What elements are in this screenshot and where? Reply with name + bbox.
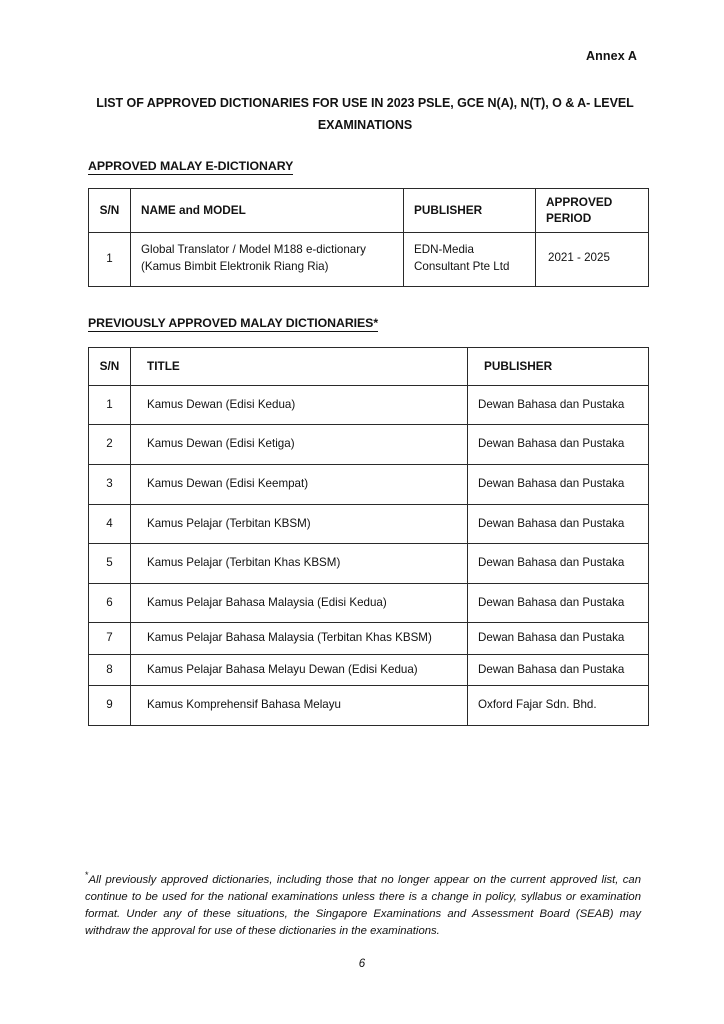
cell-title: [131, 425, 468, 465]
cell-title: [131, 686, 468, 726]
cell-publisher-value: Dewan Bahasa dan Pustaka: [478, 516, 625, 530]
cell-sn-value: 5: [106, 556, 113, 570]
cell-name-and-model-value: Global Translator / Model M188 e-dictionary (Kamus Bimbit Elektronik Riang Ria): [141, 243, 366, 274]
cell-sn-value: 2: [106, 437, 113, 451]
column-header-name-and-model-label: NAME and MODEL: [141, 203, 246, 218]
cell-sn: [89, 233, 131, 287]
footnote-text: All previously approved dictionaries, including those that no longer appear on the current approved list, can continue to be used for the national examinations unless there is a change in policy, syllabus or examination format. Under any of these situations, the Singapore Examinations and Assessment Board (SEAB) may withdraw the approval for use of these dictionaries in the examinations.: [85, 874, 641, 938]
table-row: [89, 465, 649, 505]
cell-sn: [89, 623, 131, 655]
cell-publisher: [468, 654, 649, 686]
cell-publisher-value: Dewan Bahasa dan Pustaka: [478, 397, 625, 411]
column-header-sn: [89, 189, 131, 233]
cell-title-value: Kamus Dewan (Edisi Ketiga): [147, 437, 295, 451]
column-header-approved-period-line-1: APPROVED: [546, 195, 613, 209]
cell-title: [131, 504, 468, 544]
annex-label: Annex A: [586, 49, 637, 63]
table-row: [89, 385, 649, 425]
section-heading-previously-approved-malay-dictionaries-text: PREVIOUSLY APPROVED MALAY DICTIONARIES*: [88, 316, 379, 330]
approved-e-dictionary-table: [88, 188, 649, 287]
footnote: [85, 872, 641, 941]
column-header-title-label: TITLE: [147, 359, 180, 373]
previously-approved-dictionaries-table: [88, 347, 649, 726]
table-row: [89, 686, 649, 726]
cell-publisher: [468, 504, 649, 544]
cell-sn-value: 9: [106, 698, 113, 712]
cell-title-value: Kamus Pelajar (Terbitan KBSM): [147, 516, 311, 530]
column-header-approved-period-label: [536, 189, 648, 232]
column-header-name-and-model: [131, 189, 404, 233]
cell-title: [131, 385, 468, 425]
table-header-row: [89, 348, 649, 386]
cell-sn: [89, 385, 131, 425]
cell-approved-period: [536, 233, 649, 287]
cell-publisher-value: Oxford Fajar Sdn. Bhd.: [478, 698, 597, 712]
cell-publisher-value: Dewan Bahasa dan Pustaka: [478, 556, 625, 570]
column-header-publisher: [468, 348, 649, 386]
section-heading-approved-malay-e-dictionary: [88, 159, 293, 173]
column-header-sn: [89, 348, 131, 386]
cell-sn: [89, 654, 131, 686]
column-header-publisher: [404, 189, 536, 233]
cell-publisher-value: EDN-Media Consultant Pte Ltd: [414, 243, 510, 273]
cell-title-value: Kamus Dewan (Edisi Kedua): [147, 397, 296, 411]
footnote-marker: *: [85, 870, 89, 881]
cell-publisher-value: Dewan Bahasa dan Pustaka: [478, 631, 625, 645]
column-header-title: [131, 348, 468, 386]
cell-sn-value: 1: [106, 251, 113, 265]
page-number: 6: [358, 958, 366, 970]
cell-sn: [89, 504, 131, 544]
cell-title-value: Kamus Pelajar Bahasa Malaysia (Edisi Kedua): [147, 595, 387, 609]
cell-sn-value: 7: [106, 631, 113, 645]
table-header-row: [89, 189, 649, 233]
cell-sn: [89, 686, 131, 726]
cell-sn-value: 6: [106, 595, 113, 609]
cell-publisher: [468, 583, 649, 623]
column-header-approved-period-line-2: PERIOD: [546, 210, 592, 225]
cell-title-value: Kamus Dewan (Edisi Keempat): [147, 477, 309, 491]
column-header-publisher-label: PUBLISHER: [414, 203, 483, 218]
column-header-publisher-label: PUBLISHER: [484, 359, 553, 373]
cell-title: [131, 465, 468, 505]
section-heading-previously-approved-malay-dictionaries: [88, 316, 378, 330]
page-title-line-2: LEVEL EXAMINATIONS: [317, 96, 634, 132]
column-header-approved-period: [536, 189, 649, 233]
page-title-line-1: LIST OF APPROVED DICTIONARIES FOR USE IN 2023 PSLE, GCE N(A), N(T), O & A-: [96, 96, 591, 110]
table-row: [89, 654, 649, 686]
cell-sn: [89, 465, 131, 505]
cell-sn: [89, 544, 131, 584]
table-row: [89, 425, 649, 465]
cell-sn-value: 4: [106, 516, 113, 530]
cell-publisher: [468, 465, 649, 505]
page-title: [92, 93, 638, 136]
table-row: [89, 583, 649, 623]
cell-publisher: [468, 544, 649, 584]
cell-name-and-model: [131, 233, 404, 287]
cell-title-value: Kamus Pelajar Bahasa Malaysia (Terbitan Khas KBSM): [147, 631, 432, 645]
cell-publisher: [468, 686, 649, 726]
cell-sn-value: 8: [106, 662, 113, 676]
cell-publisher: [468, 623, 649, 655]
cell-title: [131, 544, 468, 584]
table-row: [89, 233, 649, 287]
cell-publisher-value: Dewan Bahasa dan Pustaka: [478, 595, 625, 609]
table-row: [89, 544, 649, 584]
cell-title-value: Kamus Pelajar Bahasa Melayu Dewan (Edisi Kedua): [147, 662, 418, 676]
section-heading-approved-malay-e-dictionary-text: APPROVED MALAY E-DICTIONARY: [88, 159, 294, 173]
cell-title: [131, 654, 468, 686]
cell-publisher-value: Dewan Bahasa dan Pustaka: [478, 437, 625, 451]
cell-sn: [89, 583, 131, 623]
column-header-sn-label: S/N: [99, 359, 120, 373]
cell-publisher-value: Dewan Bahasa dan Pustaka: [478, 477, 625, 491]
cell-publisher: [468, 385, 649, 425]
cell-title-value: Kamus Pelajar (Terbitan Khas KBSM): [147, 556, 341, 570]
cell-title-value: Kamus Komprehensif Bahasa Melayu: [147, 698, 341, 712]
cell-publisher: [468, 425, 649, 465]
cell-approved-period-value: 2021 - 2025: [548, 251, 610, 265]
cell-publisher-value: Dewan Bahasa dan Pustaka: [478, 662, 625, 676]
table-row: [89, 504, 649, 544]
column-header-sn-label: S/N: [99, 203, 120, 218]
cell-sn-value: 3: [106, 477, 113, 491]
cell-sn-value: 1: [106, 397, 113, 411]
cell-title: [131, 623, 468, 655]
cell-sn: [89, 425, 131, 465]
cell-publisher: [404, 233, 536, 287]
table-row: [89, 623, 649, 655]
cell-title: [131, 583, 468, 623]
